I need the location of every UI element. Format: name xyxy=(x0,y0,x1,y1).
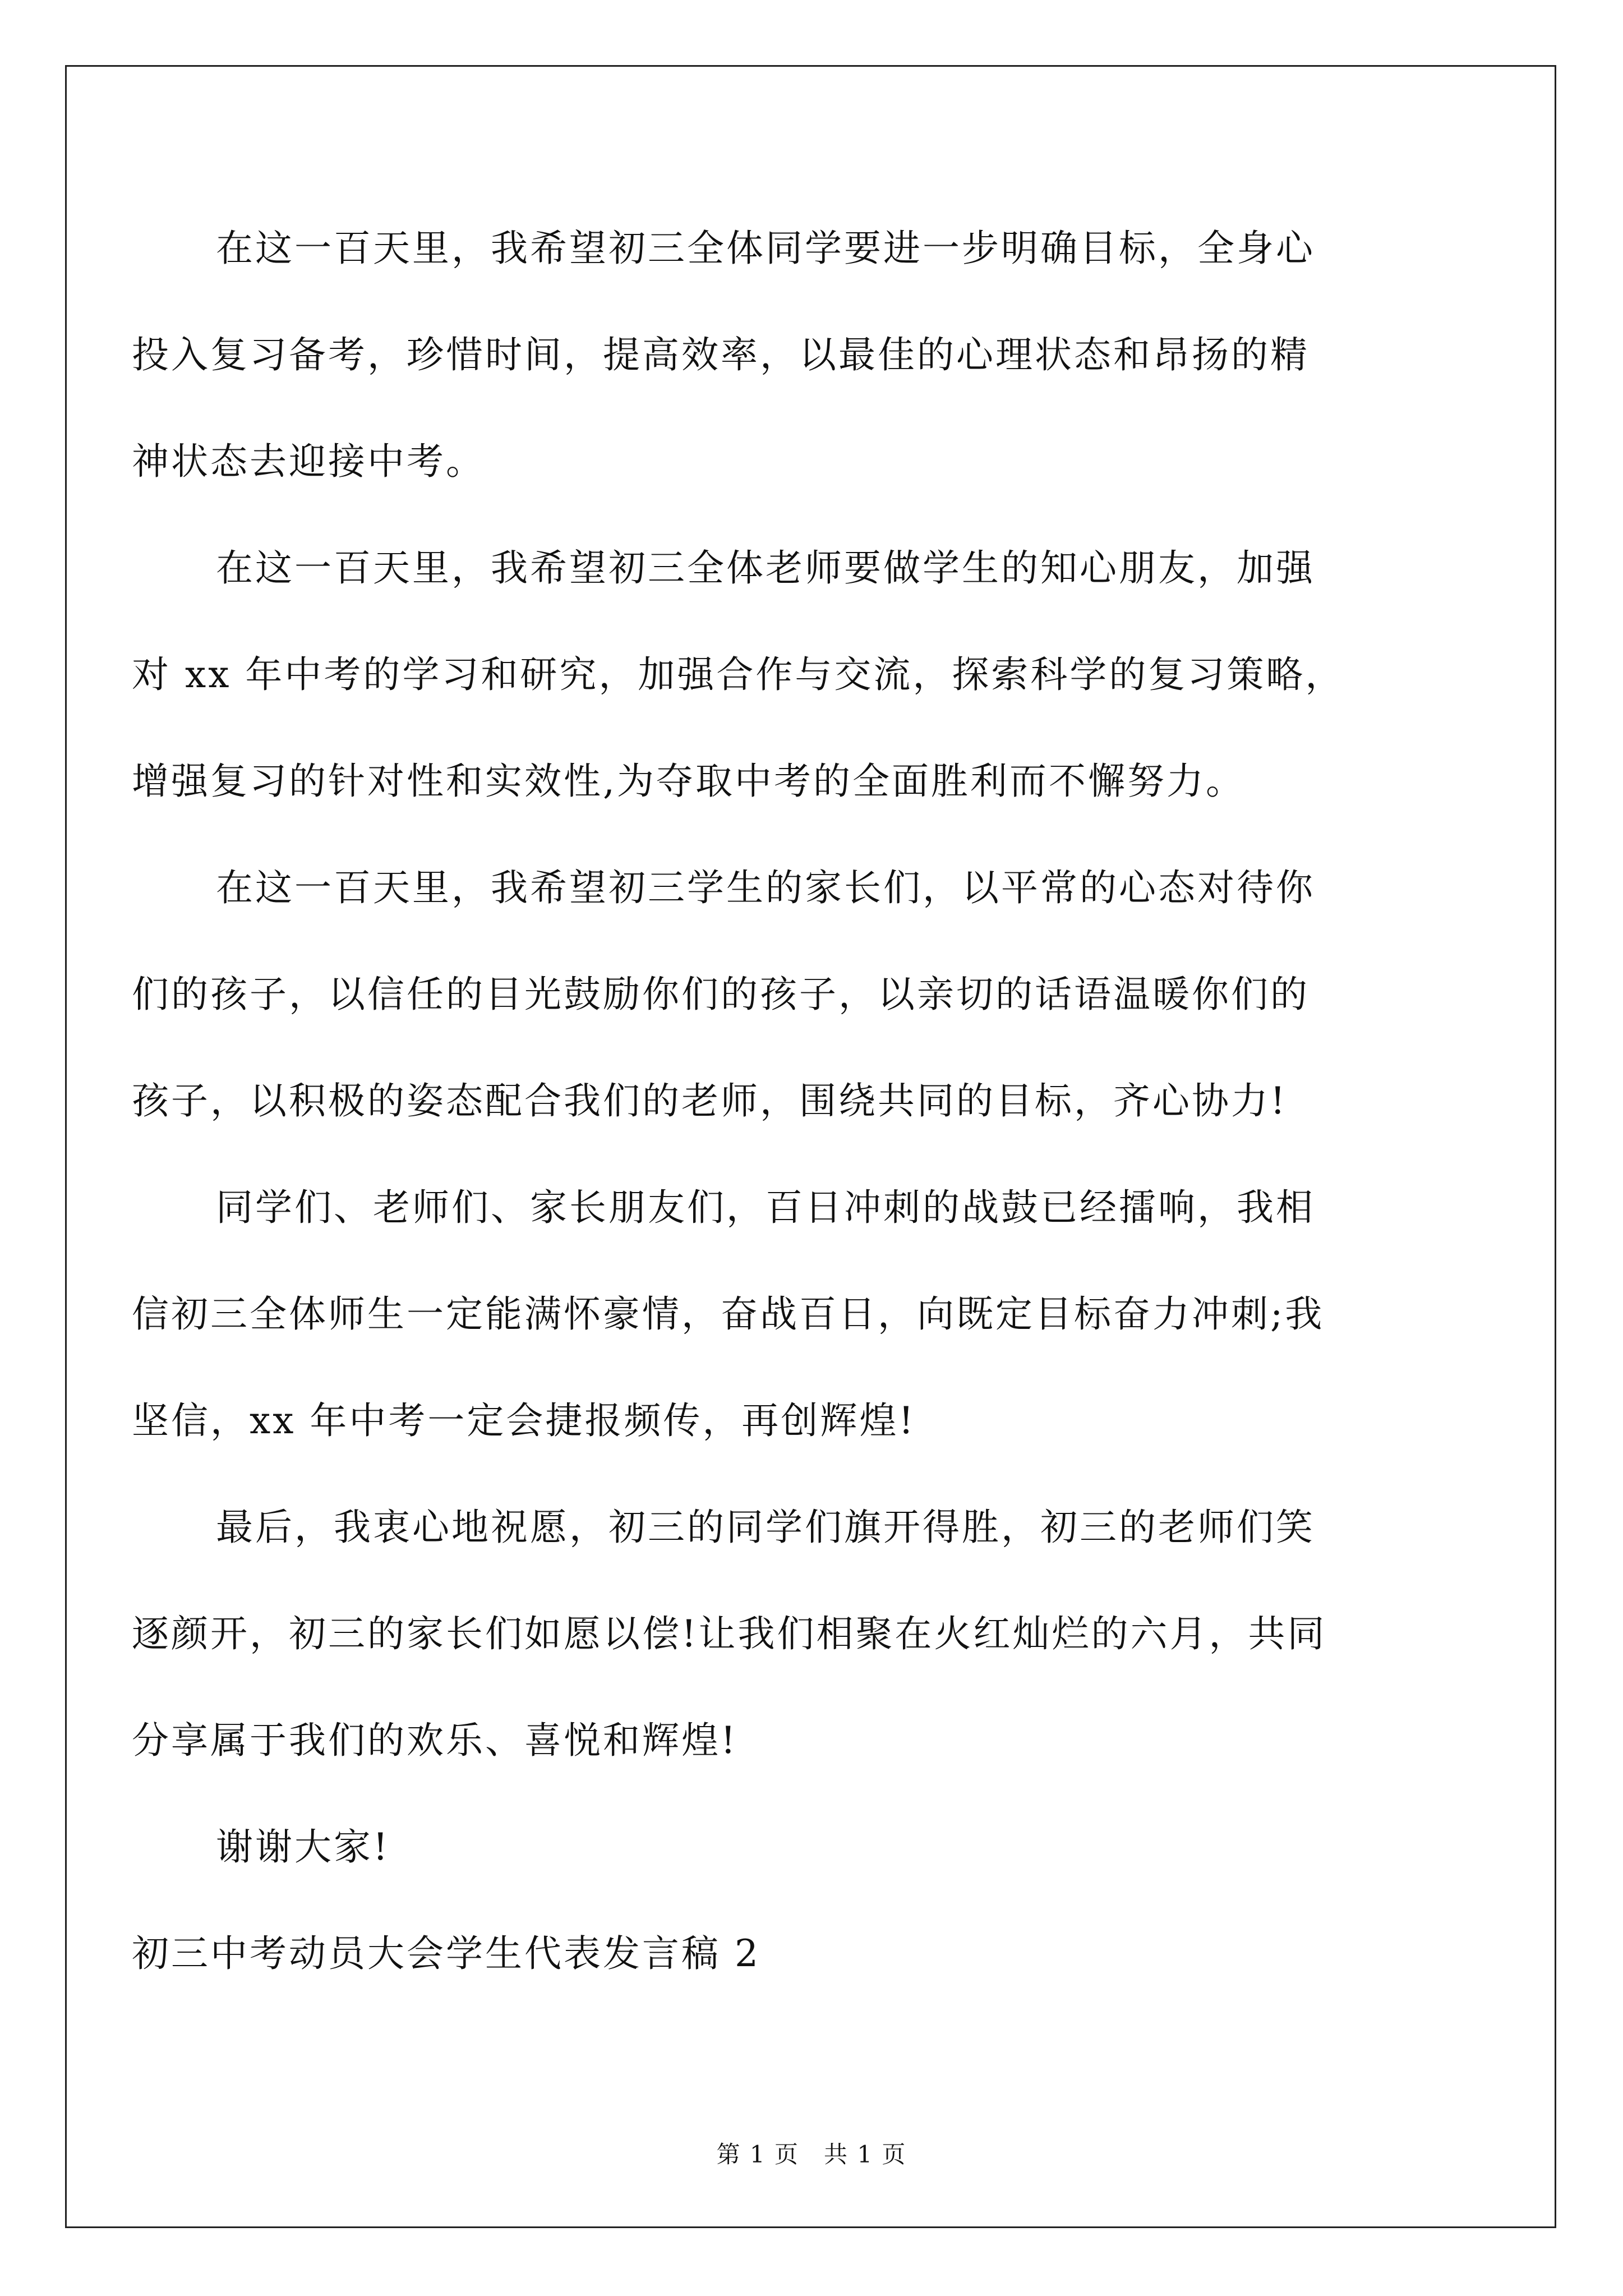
closing-thanks: 谢谢大家! xyxy=(216,1825,390,1869)
paragraph-2-line-1: 在这一百天里，我希望初三全体老师要做学生的知心朋友，加强 xyxy=(216,546,1315,590)
paragraph-1-line-2: 投入复习备考，珍惜时间，提高效率，以最佳的心理状态和昂扬的精 xyxy=(132,333,1310,376)
next-section-title: 初三中考动员大会学生代表发言稿 2 xyxy=(132,1932,760,1975)
page-footer: 第 1 页 共 1 页 xyxy=(716,2141,907,2168)
paragraph-5-line-2: 逐颜开，初三的家长们如愿以偿!让我们相聚在火红灿烂的六月，共同 xyxy=(132,1612,1327,1655)
paragraph-1-line-1: 在这一百天里，我希望初三全体同学要进一步明确目标，全身心 xyxy=(216,227,1315,270)
paragraph-3-line-2: 们的孩子，以信任的目光鼓励你们的孩子，以亲切的话语温暖你们的 xyxy=(132,973,1310,1016)
paragraph-2-line-2: 对 xx 年中考的学习和研究，加强合作与交流，探索科学的复习策略， xyxy=(132,653,1345,696)
paragraph-5-line-3: 分享属于我们的欢乐、喜悦和辉煌! xyxy=(132,1719,738,1762)
paragraph-4-line-1: 同学们、老师们、家长朋友们，百日冲刺的战鼓已经擂响，我相 xyxy=(216,1186,1315,1229)
paragraph-3-line-3: 孩子，以积极的姿态配合我们的老师，围绕共同的目标，齐心协力! xyxy=(132,1079,1288,1122)
paragraph-3-line-1: 在这一百天里，我希望初三学生的家长们，以平常的心态对待你 xyxy=(216,866,1315,909)
paragraph-2-line-3: 增强复习的针对性和实效性,为夺取中考的全面胜利而不懈努力。 xyxy=(132,760,1245,803)
paragraph-4-line-3: 坚信，xx 年中考一定会捷报频传，再创辉煌! xyxy=(132,1399,916,1442)
paragraph-5-line-1: 最后，我衷心地祝愿，初三的同学们旗开得胜，初三的老师们笑 xyxy=(216,1506,1315,1549)
page-border xyxy=(65,65,1556,2228)
paragraph-4-line-2: 信初三全体师生一定能满怀豪情，奋战百日，向既定目标奋力冲刺;我 xyxy=(132,1292,1325,1336)
paragraph-1-line-3: 神状态去迎接中考。 xyxy=(132,440,485,483)
